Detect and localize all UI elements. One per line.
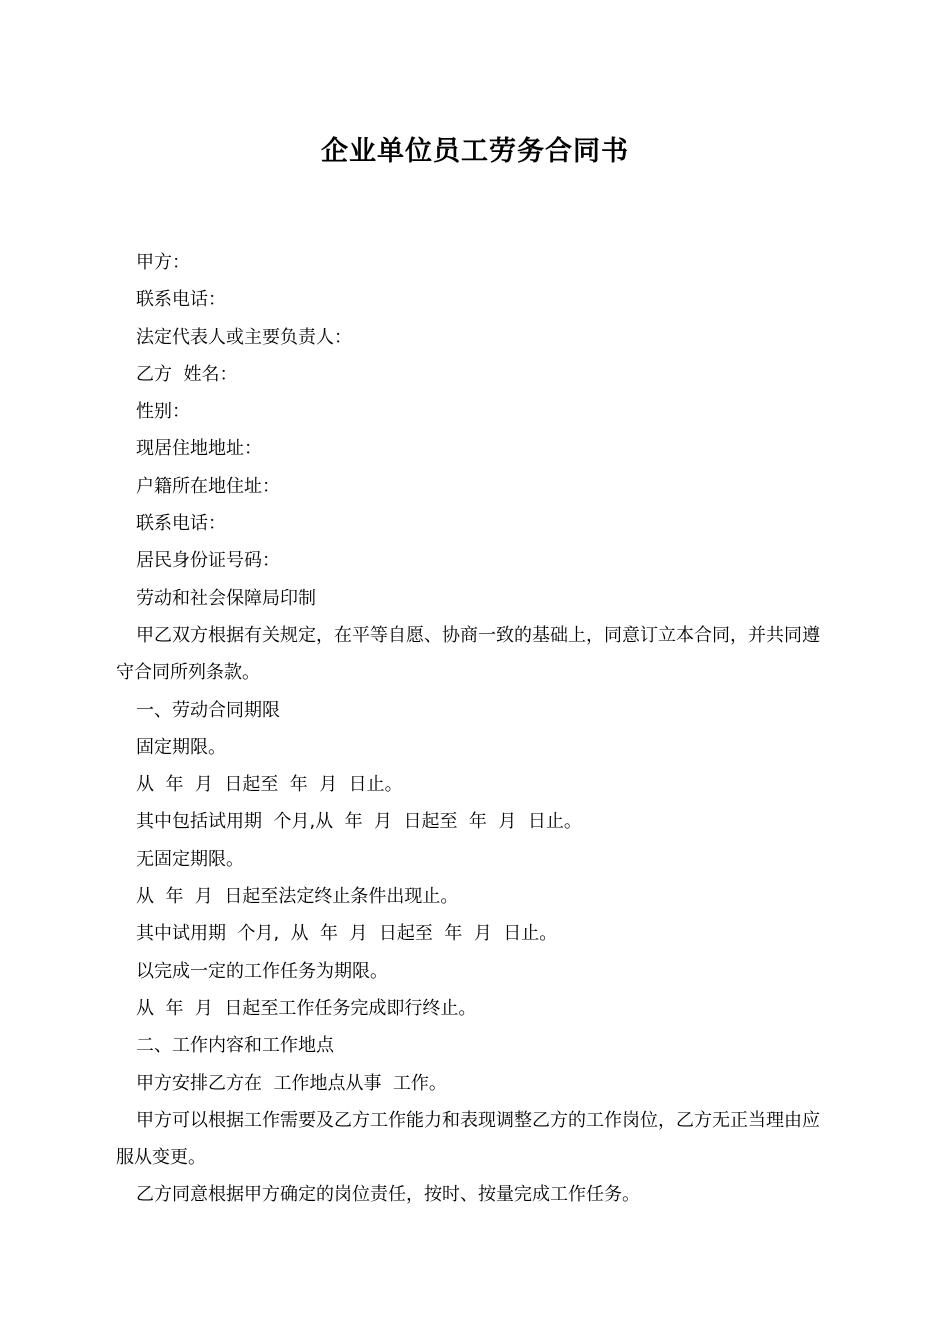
current-address-field: 现居住地地址： bbox=[136, 438, 262, 460]
fixed-term-probation: 其中包括试用期 个月,从 年 月 日起至 年 月 日止。 bbox=[136, 811, 582, 833]
preamble-paragraph: 甲乙双方根据有关规定，在平等自愿、协商一致的基础上，同意订立本合同，并共同遵守合同所列条款。 bbox=[116, 624, 820, 684]
fixed-term-option: 固定期限。 bbox=[136, 736, 226, 758]
printer-note: 劳动和社会保障局印制 bbox=[136, 587, 316, 609]
document-body bbox=[116, 244, 836, 1214]
work-adjustment-paragraph: 甲方可以根据工作需要及乙方工作能力和表现调整乙方的工作岗位，乙方无正当理由应服从变更。 bbox=[116, 1109, 820, 1169]
party-b-name-field: 乙方 姓名： bbox=[136, 363, 238, 385]
work-assignment-paragraph: 甲方安排乙方在 工作地点从事 工作。 bbox=[136, 1072, 447, 1094]
party-b-phone-field: 联系电话： bbox=[136, 513, 226, 535]
id-number-field: 居民身份证号码： bbox=[136, 550, 280, 572]
household-address-field: 户籍所在地住址： bbox=[136, 475, 280, 497]
section-heading-work: 二、工作内容和工作地点 bbox=[136, 1035, 334, 1057]
fixed-term-dates: 从 年 月 日起至 年 月 日止。 bbox=[136, 774, 403, 796]
gender-field: 性别： bbox=[136, 401, 190, 423]
section-heading-term: 一、劳动合同期限 bbox=[136, 699, 280, 721]
task-term-option: 以完成一定的工作任务为期限。 bbox=[136, 960, 388, 982]
legal-representative-field: 法定代表人或主要负责人： bbox=[136, 326, 352, 348]
open-term-probation: 其中试用期 个月, 从 年 月 日起至 年 月 日止。 bbox=[136, 923, 558, 945]
work-responsibility-paragraph: 乙方同意根据甲方确定的岗位责任，按时、按量完成工作任务。 bbox=[136, 1184, 640, 1206]
open-term-option: 无固定期限。 bbox=[136, 848, 244, 870]
task-term-dates: 从 年 月 日起至工作任务完成即行终止。 bbox=[136, 997, 477, 1019]
party-a-field: 甲方： bbox=[136, 252, 190, 273]
document-title: 企业单位员工劳务合同书 bbox=[321, 136, 629, 167]
open-term-dates: 从 年 月 日起至法定终止条件出现止。 bbox=[136, 886, 459, 908]
party-a-phone-field: 联系电话： bbox=[136, 289, 226, 311]
